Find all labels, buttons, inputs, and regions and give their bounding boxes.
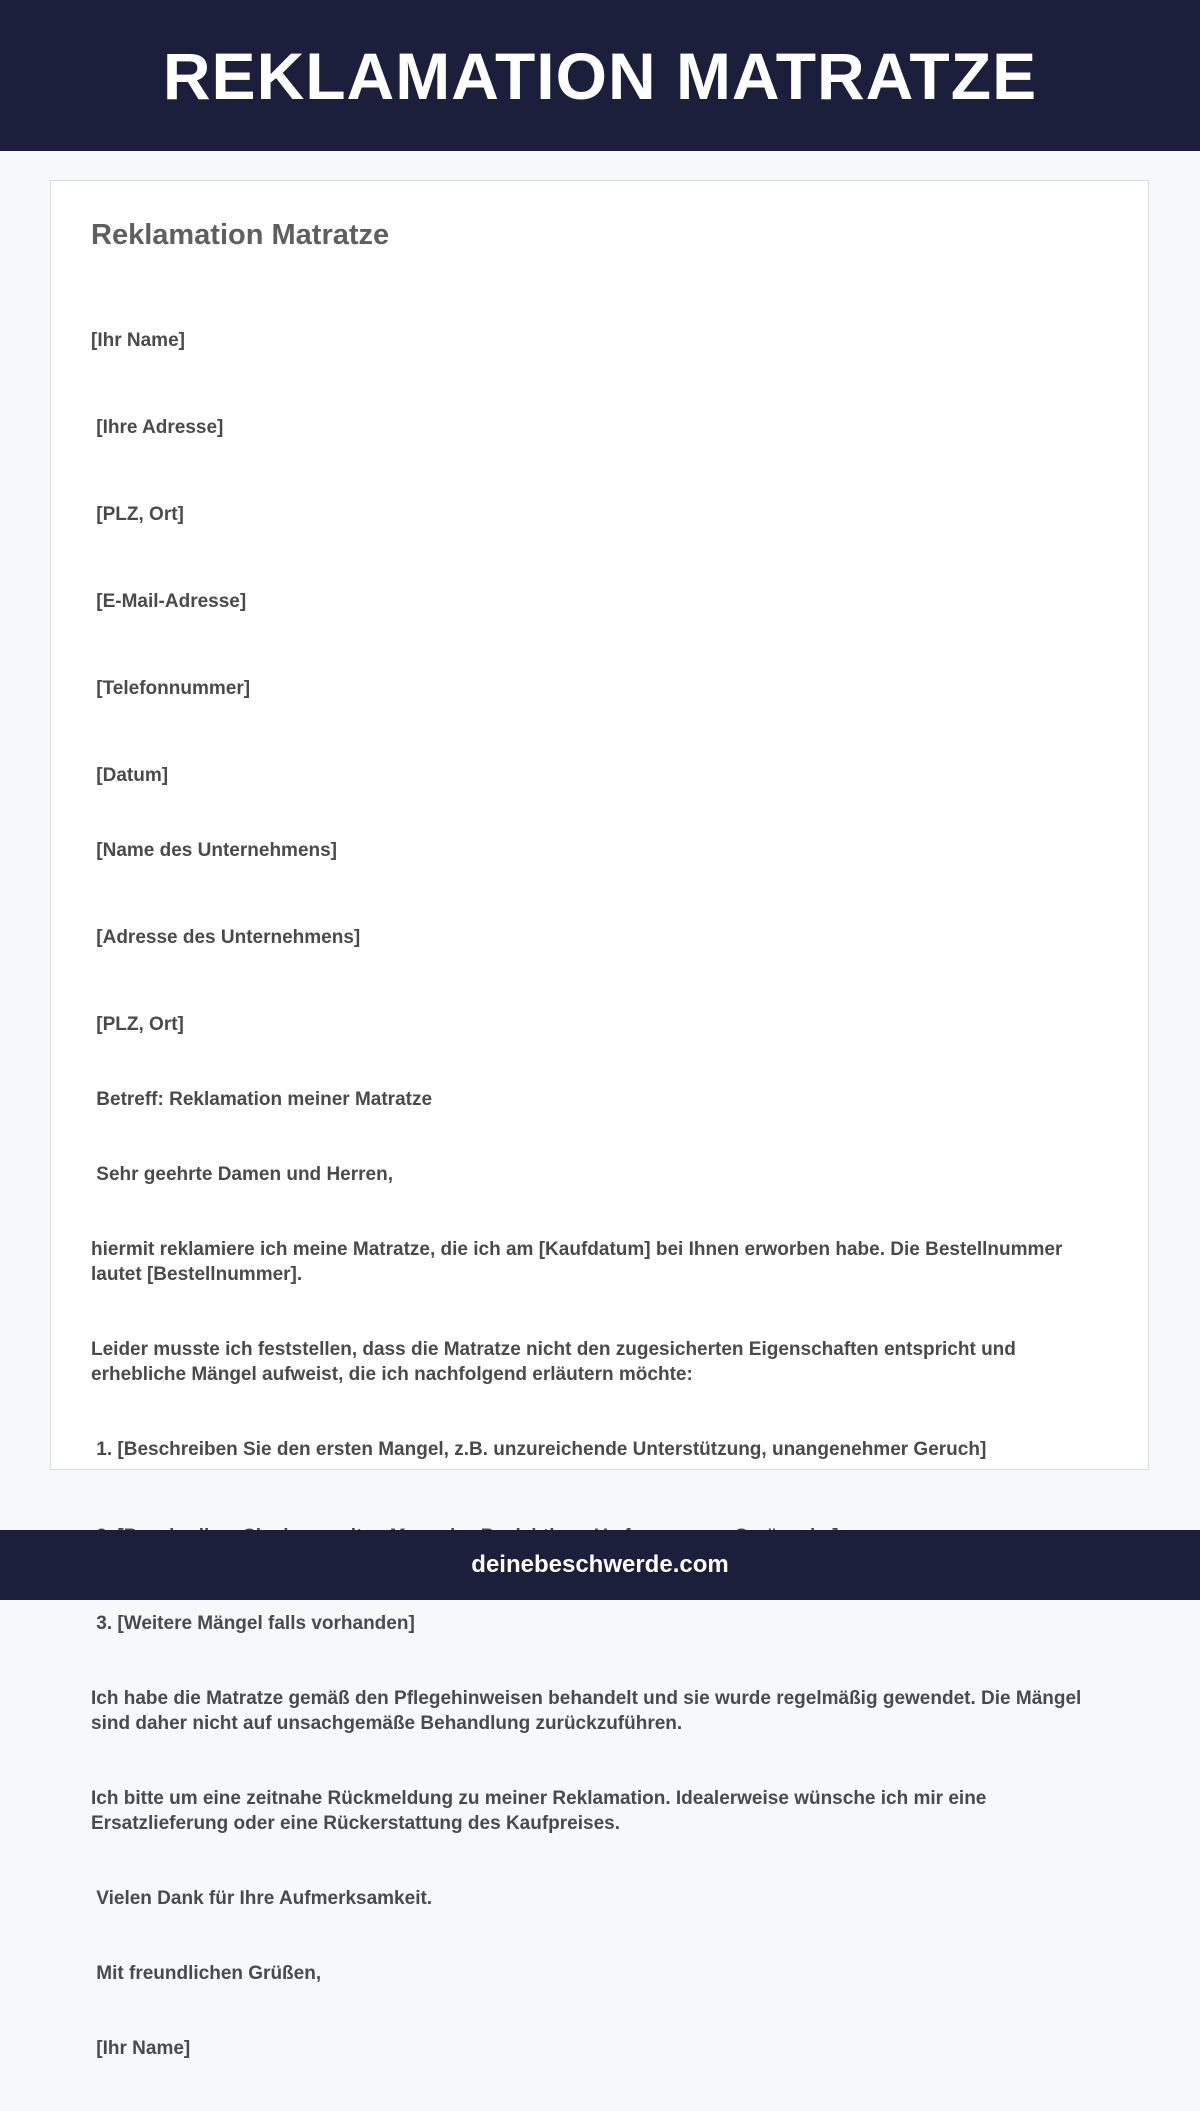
header-banner [0, 0, 1200, 151]
letter-closing: Mit freundlichen Grüßen, [91, 1963, 322, 1984]
letter-subject: Betreff: Reklamation meiner Matratze [91, 1089, 433, 1110]
letter-title: Reklamation Matratze [91, 219, 390, 251]
recipient-address: [Adresse des Unternehmens] [91, 927, 361, 948]
footer-banner [0, 1530, 1200, 1600]
recipient-plz-ort: [PLZ, Ort] [91, 1014, 184, 1035]
paragraph-care: Ich habe die Matratze gemäß den Pflegehinweisen behandelt und sie wurde regelmäßig gewendet. Die Mängel sind daher nicht auf unsachgemäße Behandlung zurückzuführen. [91, 1688, 1087, 1734]
sender-address: [Ihre Adresse] [91, 417, 224, 438]
letter-body [91, 278, 1091, 2111]
sender-email: [E-Mail-Adresse] [91, 591, 247, 612]
recipient-company: [Name des Unternehmens] [91, 840, 338, 861]
paragraph-purchase: hiermit reklamiere ich meine Matratze, die ich am [Kaufdatum] bei Ihnen erworben habe. Die Bestellnummer lautet [Bestellnummer]. [91, 1239, 1068, 1285]
defect-item-1: 1. [Beschreiben Sie den ersten Mangel, z.B. unzureichende Unterstützung, unangenehmer Geruch] [91, 1439, 987, 1460]
defect-item-3: 3. [Weitere Mängel falls vorhanden] [91, 1613, 415, 1634]
letter-salutation: Sehr geehrte Damen und Herren, [91, 1164, 393, 1185]
banner-title: REKLAMATION MATRATZE [162, 38, 1038, 113]
sender-name: [Ihr Name] [91, 330, 185, 351]
sender-plz-ort: [PLZ, Ort] [91, 504, 184, 525]
sender-phone: [Telefonnummer] [91, 678, 251, 699]
paragraph-defects-intro: Leider musste ich feststellen, dass die Matratze nicht den zugesicherten Eigenschaften entspricht und erhebliche Mängel aufweist, die ich nachfolgend erläutern möchte: [91, 1339, 1022, 1385]
footer-site-link[interactable]: deinebeschwerde.com [471, 1551, 729, 1578]
letter-signature: [Ihr Name] [91, 2038, 191, 2059]
letter-thanks: Vielen Dank für Ihre Aufmerksamkeit. [91, 1888, 433, 1909]
letter-date: [Datum] [91, 765, 169, 786]
paragraph-request: Ich bitte um eine zeitnahe Rückmeldung zu meiner Reklamation. Idealerweise wünsche ich mir eine Ersatzlieferung oder eine Rückerstattung des Kaufpreises. [91, 1788, 992, 1834]
